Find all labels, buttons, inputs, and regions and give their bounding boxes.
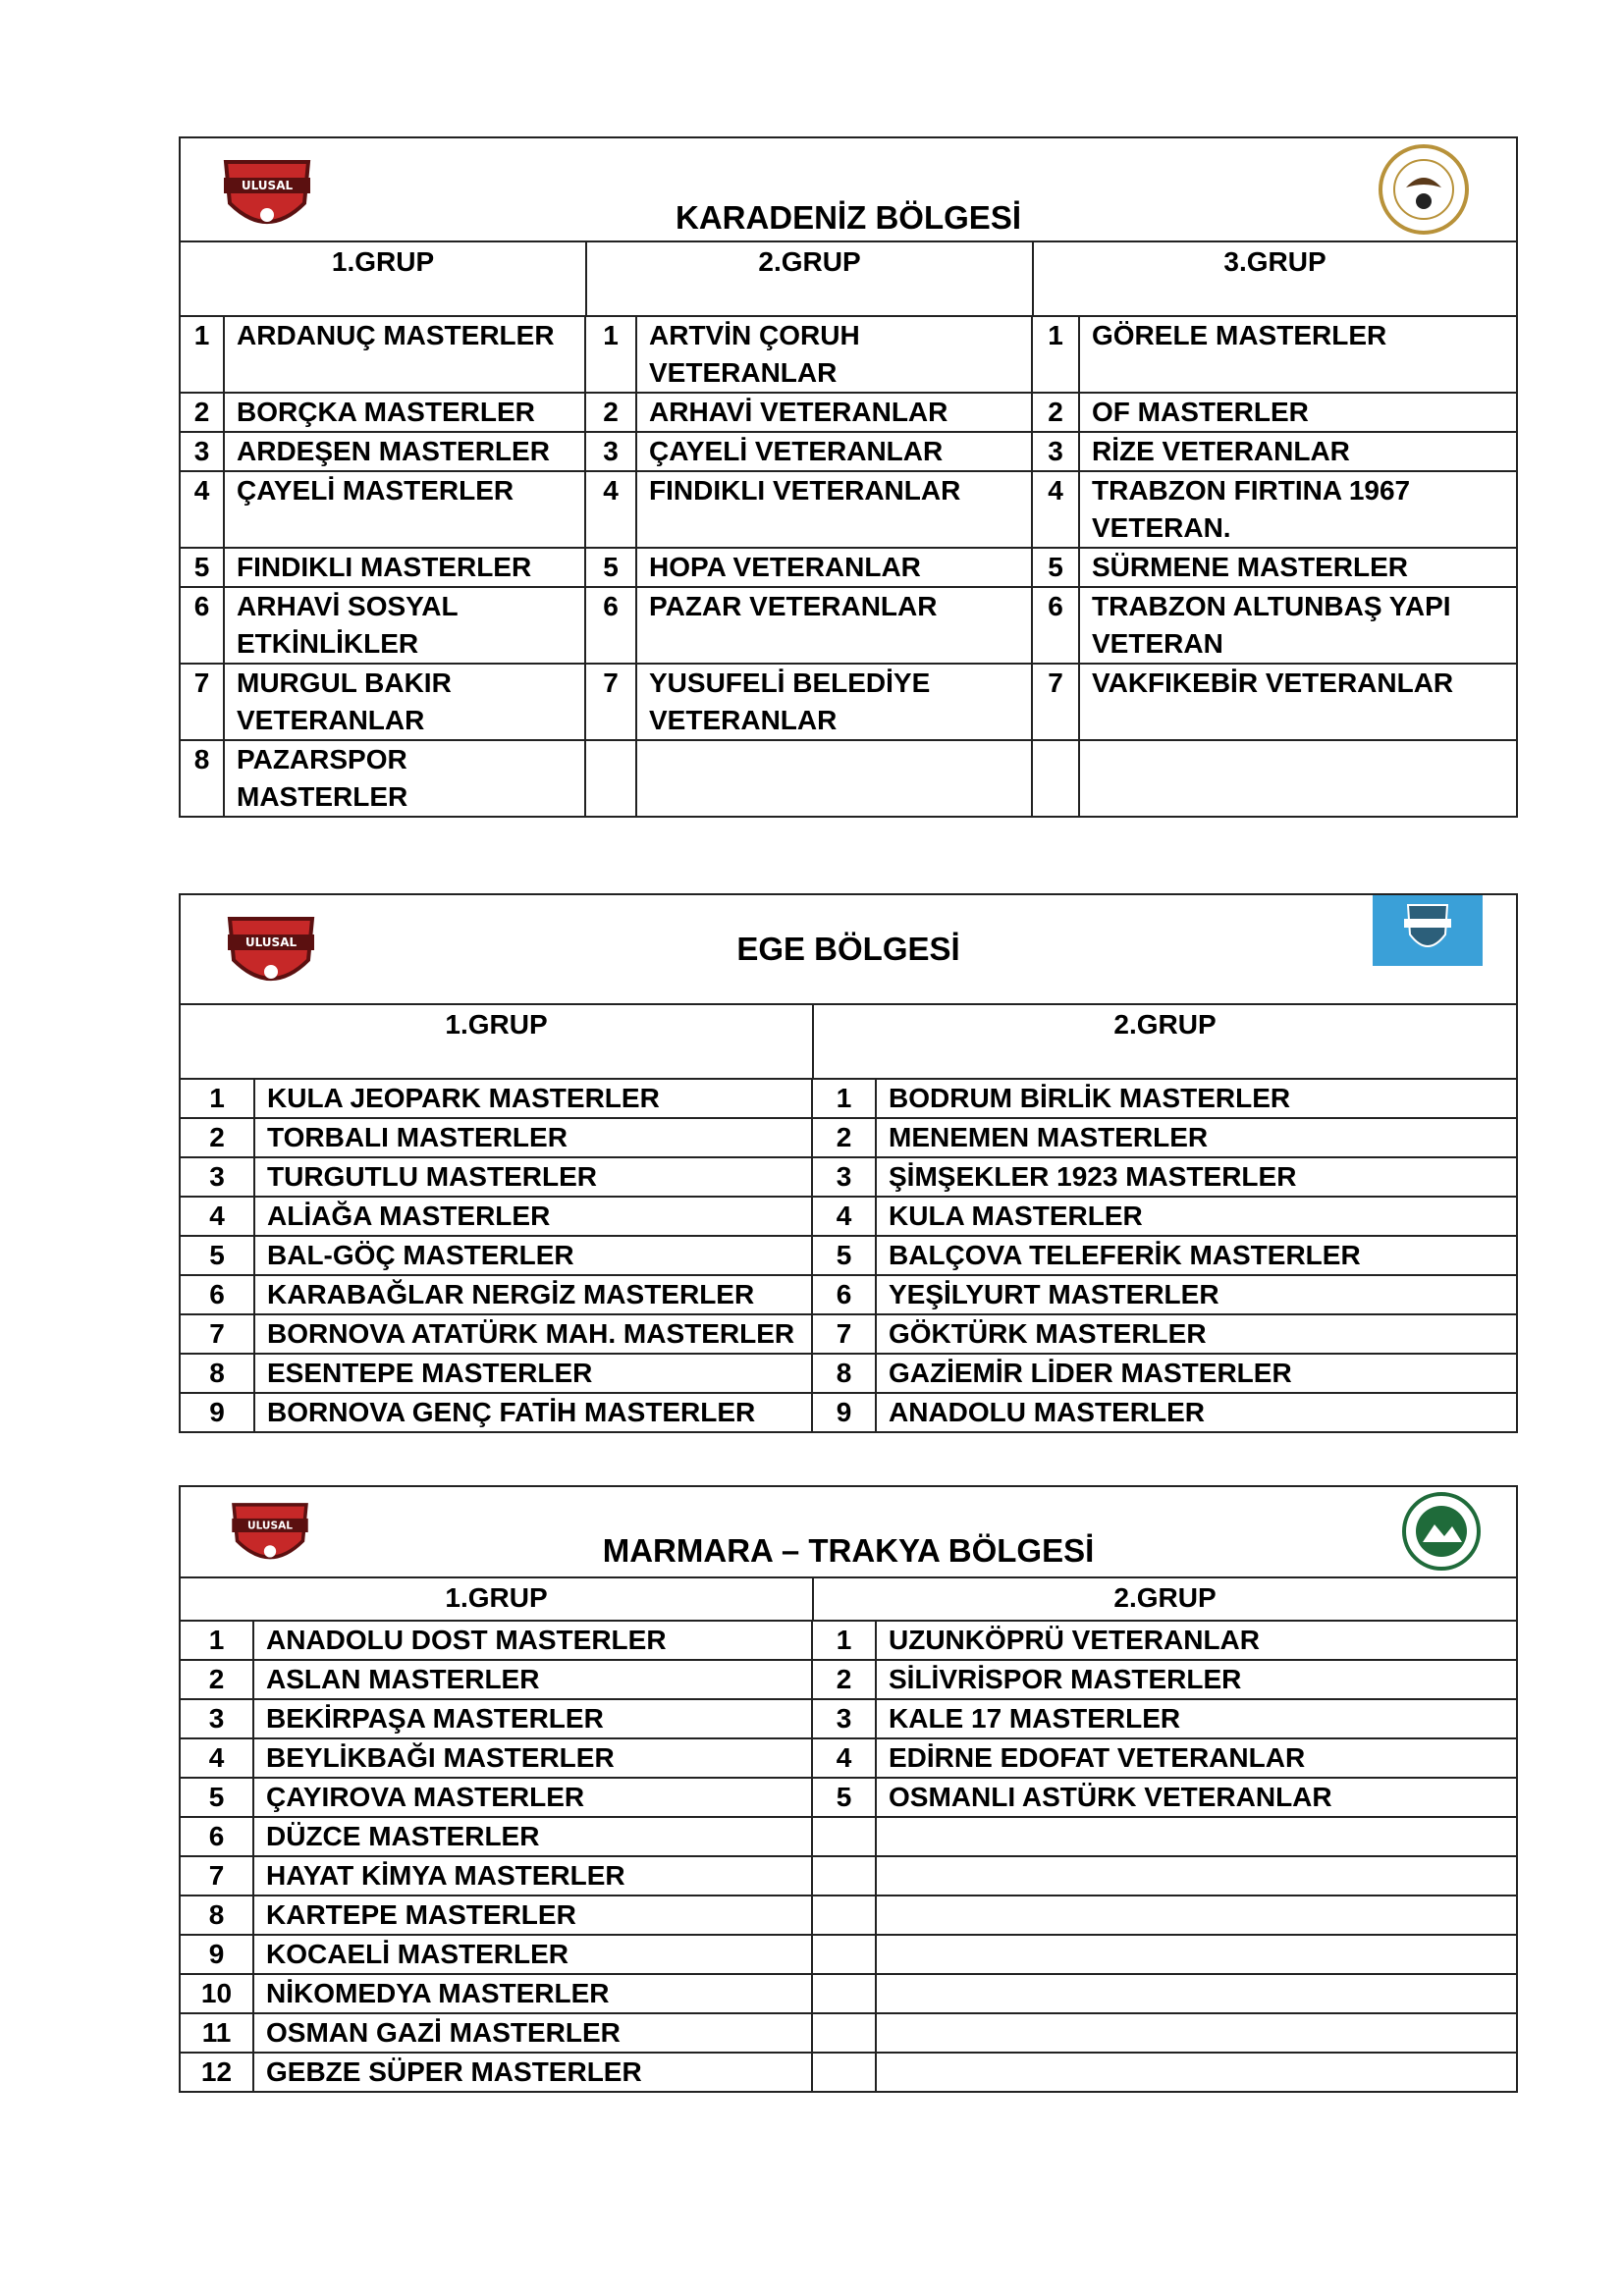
marmara-group-2: 2.GRUP <box>812 1578 1516 1620</box>
table-row <box>181 1354 1516 1393</box>
rank-cell: 6 <box>181 1817 253 1856</box>
team-name-cell: ASLAN MASTERLER <box>253 1660 812 1699</box>
team-name-cell: OSMAN GAZİ MASTERLER <box>253 2013 812 2053</box>
rank-cell: 1 <box>181 1080 254 1118</box>
team-name-cell: KALE 17 MASTERLER <box>876 1699 1516 1738</box>
rank-cell: 11 <box>181 2013 253 2053</box>
table-row <box>181 587 1516 664</box>
team-name-cell: TURGUTLU MASTERLER <box>254 1157 812 1197</box>
team-name-cell: BAL-GÖÇ MASTERLER <box>254 1236 812 1275</box>
team-name-cell: PAZARSPOR MASTERLER <box>224 740 585 816</box>
rank-cell: 4 <box>812 1197 876 1236</box>
rank-cell: 2 <box>181 393 224 432</box>
rank-cell: 3 <box>181 1157 254 1197</box>
rank-cell: 4 <box>181 1197 254 1236</box>
team-name-cell: GEBZE SÜPER MASTERLER <box>253 2053 812 2091</box>
rank-cell: 4 <box>1032 471 1079 548</box>
table-row <box>181 2053 1516 2091</box>
team-name-cell: OSMANLI ASTÜRK VETERANLAR <box>876 1778 1516 1817</box>
rank-cell: 8 <box>181 1354 254 1393</box>
team-name-cell: ANADOLU DOST MASTERLER <box>253 1622 812 1660</box>
team-name-cell: ÇAYELİ MASTERLER <box>224 471 585 548</box>
team-name-cell: ARTVİN ÇORUH VETERANLAR <box>636 317 1032 393</box>
rank-cell: 3 <box>181 432 224 471</box>
ege-section <box>179 893 1518 1433</box>
ulusal-logo-text: ULUSAL <box>241 179 294 192</box>
rank-cell: 3 <box>812 1699 876 1738</box>
team-name-cell <box>636 740 1032 816</box>
rank-cell: 10 <box>181 1974 253 2013</box>
table-row <box>181 471 1516 548</box>
rank-cell: 4 <box>181 471 224 548</box>
karadeniz-group-3: 3.GRUP <box>1032 242 1516 315</box>
rank-cell <box>812 1974 876 2013</box>
team-name-cell: ESENTEPE MASTERLER <box>254 1354 812 1393</box>
marmara-section <box>179 1485 1518 2093</box>
table-row <box>181 548 1516 587</box>
table-row <box>181 740 1516 816</box>
table-row <box>181 1935 1516 1974</box>
table-row <box>181 1080 1516 1118</box>
karadeniz-table <box>181 317 1516 816</box>
table-row <box>181 393 1516 432</box>
team-name-cell: TRABZON ALTUNBAŞ YAPI VETERAN <box>1079 587 1516 664</box>
team-name-cell: BORNOVA GENÇ FATİH MASTERLER <box>254 1393 812 1431</box>
team-name-cell: BEKİRPAŞA MASTERLER <box>253 1699 812 1738</box>
table-row <box>181 1622 1516 1660</box>
rank-cell: 7 <box>585 664 636 740</box>
rank-cell: 2 <box>812 1118 876 1157</box>
table-row <box>181 1157 1516 1197</box>
team-name-cell: OF MASTERLER <box>1079 393 1516 432</box>
ege-table <box>181 1080 1516 1431</box>
team-name-cell: PAZAR VETERANLAR <box>636 587 1032 664</box>
team-name-cell: ÇAYIROVA MASTERLER <box>253 1778 812 1817</box>
team-name-cell <box>876 1817 1516 1856</box>
table-row <box>181 1393 1516 1431</box>
rank-cell: 1 <box>181 317 224 393</box>
team-name-cell: KULA JEOPARK MASTERLER <box>254 1080 812 1118</box>
rank-cell: 9 <box>181 1393 254 1431</box>
rank-cell: 8 <box>812 1354 876 1393</box>
karadeniz-group-row <box>181 242 1516 317</box>
rank-cell: 1 <box>181 1622 253 1660</box>
rank-cell: 7 <box>181 664 224 740</box>
team-name-cell <box>876 1896 1516 1935</box>
team-name-cell: BEYLİKBAĞI MASTERLER <box>253 1738 812 1778</box>
team-name-cell: ARDEŞEN MASTERLER <box>224 432 585 471</box>
team-name-cell: HAYAT KİMYA MASTERLER <box>253 1856 812 1896</box>
team-name-cell: KULA MASTERLER <box>876 1197 1516 1236</box>
marmara-header <box>181 1487 1516 1578</box>
rank-cell <box>812 2053 876 2091</box>
team-name-cell: GÖRELE MASTERLER <box>1079 317 1516 393</box>
team-name-cell <box>876 1935 1516 1974</box>
rank-cell: 7 <box>812 1314 876 1354</box>
ege-header <box>181 895 1516 1005</box>
ulusal-logo-text: ULUSAL <box>247 1520 293 1532</box>
karadeniz-group-1: 1.GRUP <box>331 246 435 277</box>
rank-cell: 2 <box>585 393 636 432</box>
team-name-cell: VAKFIKEBİR VETERANLAR <box>1079 664 1516 740</box>
table-row <box>181 1118 1516 1157</box>
rank-cell: 1 <box>585 317 636 393</box>
karadeniz-group-2: 2.GRUP <box>585 242 1032 315</box>
rank-cell <box>812 2013 876 2053</box>
rank-cell: 1 <box>1032 317 1079 393</box>
table-row <box>181 432 1516 471</box>
team-name-cell: KARABAĞLAR NERGİZ MASTERLER <box>254 1275 812 1314</box>
rank-cell: 8 <box>181 1896 253 1935</box>
table-row <box>181 1197 1516 1236</box>
team-name-cell: GAZİEMİR LİDER MASTERLER <box>876 1354 1516 1393</box>
karadeniz-header <box>181 138 1516 242</box>
rank-cell: 2 <box>1032 393 1079 432</box>
team-name-cell: BODRUM BİRLİK MASTERLER <box>876 1080 1516 1118</box>
rank-cell: 8 <box>181 740 224 816</box>
table-row <box>181 1660 1516 1699</box>
rank-cell: 5 <box>585 548 636 587</box>
team-name-cell: RİZE VETERANLAR <box>1079 432 1516 471</box>
rank-cell: 1 <box>812 1622 876 1660</box>
team-name-cell: YEŞİLYURT MASTERLER <box>876 1275 1516 1314</box>
team-name-cell: YUSUFELİ BELEDİYE VETERANLAR <box>636 664 1032 740</box>
team-name-cell: ANADOLU MASTERLER <box>876 1393 1516 1431</box>
ege-title: EGE BÖLGESİ <box>736 931 960 967</box>
rank-cell: 7 <box>181 1856 253 1896</box>
rank-cell: 3 <box>812 1157 876 1197</box>
ege-ulusal-logo <box>1373 895 1483 971</box>
team-name-cell: KARTEPE MASTERLER <box>253 1896 812 1935</box>
team-name-cell: BORÇKA MASTERLER <box>224 393 585 432</box>
team-name-cell: ARHAVİ SOSYAL ETKİNLİKLER <box>224 587 585 664</box>
team-name-cell: SİLİVRİSPOR MASTERLER <box>876 1660 1516 1699</box>
team-name-cell: TORBALI MASTERLER <box>254 1118 812 1157</box>
rank-cell: 5 <box>181 548 224 587</box>
rank-cell: 6 <box>812 1275 876 1314</box>
rank-cell: 9 <box>181 1935 253 1974</box>
table-row <box>181 1738 1516 1778</box>
rank-cell <box>812 1856 876 1896</box>
rank-cell: 6 <box>181 587 224 664</box>
rank-cell: 9 <box>812 1393 876 1431</box>
table-row <box>181 1778 1516 1817</box>
team-name-cell: BALÇOVA TELEFERİK MASTERLER <box>876 1236 1516 1275</box>
team-name-cell: NİKOMEDYA MASTERLER <box>253 1974 812 2013</box>
ege-group-1: 1.GRUP <box>445 1009 548 1040</box>
table-row <box>181 317 1516 393</box>
rank-cell <box>812 1817 876 1856</box>
team-name-cell: ARDANUÇ MASTERLER <box>224 317 585 393</box>
rank-cell: 3 <box>585 432 636 471</box>
team-name-cell: ŞİMŞEKLER 1923 MASTERLER <box>876 1157 1516 1197</box>
karadeniz-title: KARADENİZ BÖLGESİ <box>675 199 1021 236</box>
team-name-cell: DÜZCE MASTERLER <box>253 1817 812 1856</box>
ulusal-logo-text: ULUSAL <box>244 935 298 949</box>
rank-cell <box>1032 740 1079 816</box>
green-club-logo <box>1401 1491 1482 1576</box>
team-name-cell: FINDIKLI VETERANLAR <box>636 471 1032 548</box>
rank-cell <box>585 740 636 816</box>
team-name-cell: MENEMEN MASTERLER <box>876 1118 1516 1157</box>
team-name-cell: KOCAELİ MASTERLER <box>253 1935 812 1974</box>
team-name-cell: ARHAVİ VETERANLAR <box>636 393 1032 432</box>
rank-cell: 12 <box>181 2053 253 2091</box>
team-name-cell: TRABZON FIRTINA 1967 VETERAN. <box>1079 471 1516 548</box>
rank-cell: 4 <box>585 471 636 548</box>
rank-cell: 3 <box>181 1699 253 1738</box>
table-row <box>181 2013 1516 2053</box>
table-row <box>181 1974 1516 2013</box>
team-name-cell <box>876 2013 1516 2053</box>
table-row <box>181 1236 1516 1275</box>
table-row <box>181 1896 1516 1935</box>
rank-cell: 5 <box>1032 548 1079 587</box>
rank-cell: 5 <box>812 1236 876 1275</box>
team-name-cell: HOPA VETERANLAR <box>636 548 1032 587</box>
rank-cell: 2 <box>181 1660 253 1699</box>
rank-cell: 4 <box>181 1738 253 1778</box>
karadeniz-section <box>179 136 1518 818</box>
rank-cell: 6 <box>585 587 636 664</box>
team-name-cell: GÖKTÜRK MASTERLER <box>876 1314 1516 1354</box>
table-row <box>181 1275 1516 1314</box>
team-name-cell: EDİRNE EDOFAT VETERANLAR <box>876 1738 1516 1778</box>
team-name-cell: BORNOVA ATATÜRK MAH. MASTERLER <box>254 1314 812 1354</box>
team-name-cell: FINDIKLI MASTERLER <box>224 548 585 587</box>
team-name-cell <box>1079 740 1516 816</box>
rank-cell <box>812 1935 876 1974</box>
team-name-cell: MURGUL BAKIR VETERANLAR <box>224 664 585 740</box>
table-row <box>181 1314 1516 1354</box>
team-name-cell: ÇAYELİ VETERANLAR <box>636 432 1032 471</box>
ege-group-row <box>181 1005 1516 1080</box>
tmsf-logo <box>1377 142 1471 241</box>
marmara-table <box>181 1622 1516 2091</box>
team-name-cell <box>876 2053 1516 2091</box>
marmara-title: MARMARA – TRAKYA BÖLGESİ <box>602 1532 1095 1569</box>
rank-cell <box>812 1896 876 1935</box>
rank-cell: 5 <box>181 1236 254 1275</box>
rank-cell: 2 <box>181 1118 254 1157</box>
rank-cell: 4 <box>812 1738 876 1778</box>
rank-cell: 5 <box>181 1778 253 1817</box>
rank-cell: 2 <box>812 1660 876 1699</box>
rank-cell: 7 <box>181 1314 254 1354</box>
team-name-cell: ALİAĞA MASTERLER <box>254 1197 812 1236</box>
table-row <box>181 1817 1516 1856</box>
rank-cell: 6 <box>181 1275 254 1314</box>
ege-group-2: 2.GRUP <box>812 1005 1516 1078</box>
team-name-cell: SÜRMENE MASTERLER <box>1079 548 1516 587</box>
marmara-group-row <box>181 1578 1516 1622</box>
table-row <box>181 1856 1516 1896</box>
marmara-group-1: 1.GRUP <box>445 1582 548 1613</box>
rank-cell: 3 <box>1032 432 1079 471</box>
team-name-cell: UZUNKÖPRÜ VETERANLAR <box>876 1622 1516 1660</box>
table-row <box>181 664 1516 740</box>
table-row <box>181 1699 1516 1738</box>
rank-cell: 1 <box>812 1080 876 1118</box>
rank-cell: 5 <box>812 1778 876 1817</box>
rank-cell: 6 <box>1032 587 1079 664</box>
team-name-cell <box>876 1974 1516 2013</box>
rank-cell: 7 <box>1032 664 1079 740</box>
team-name-cell <box>876 1856 1516 1896</box>
